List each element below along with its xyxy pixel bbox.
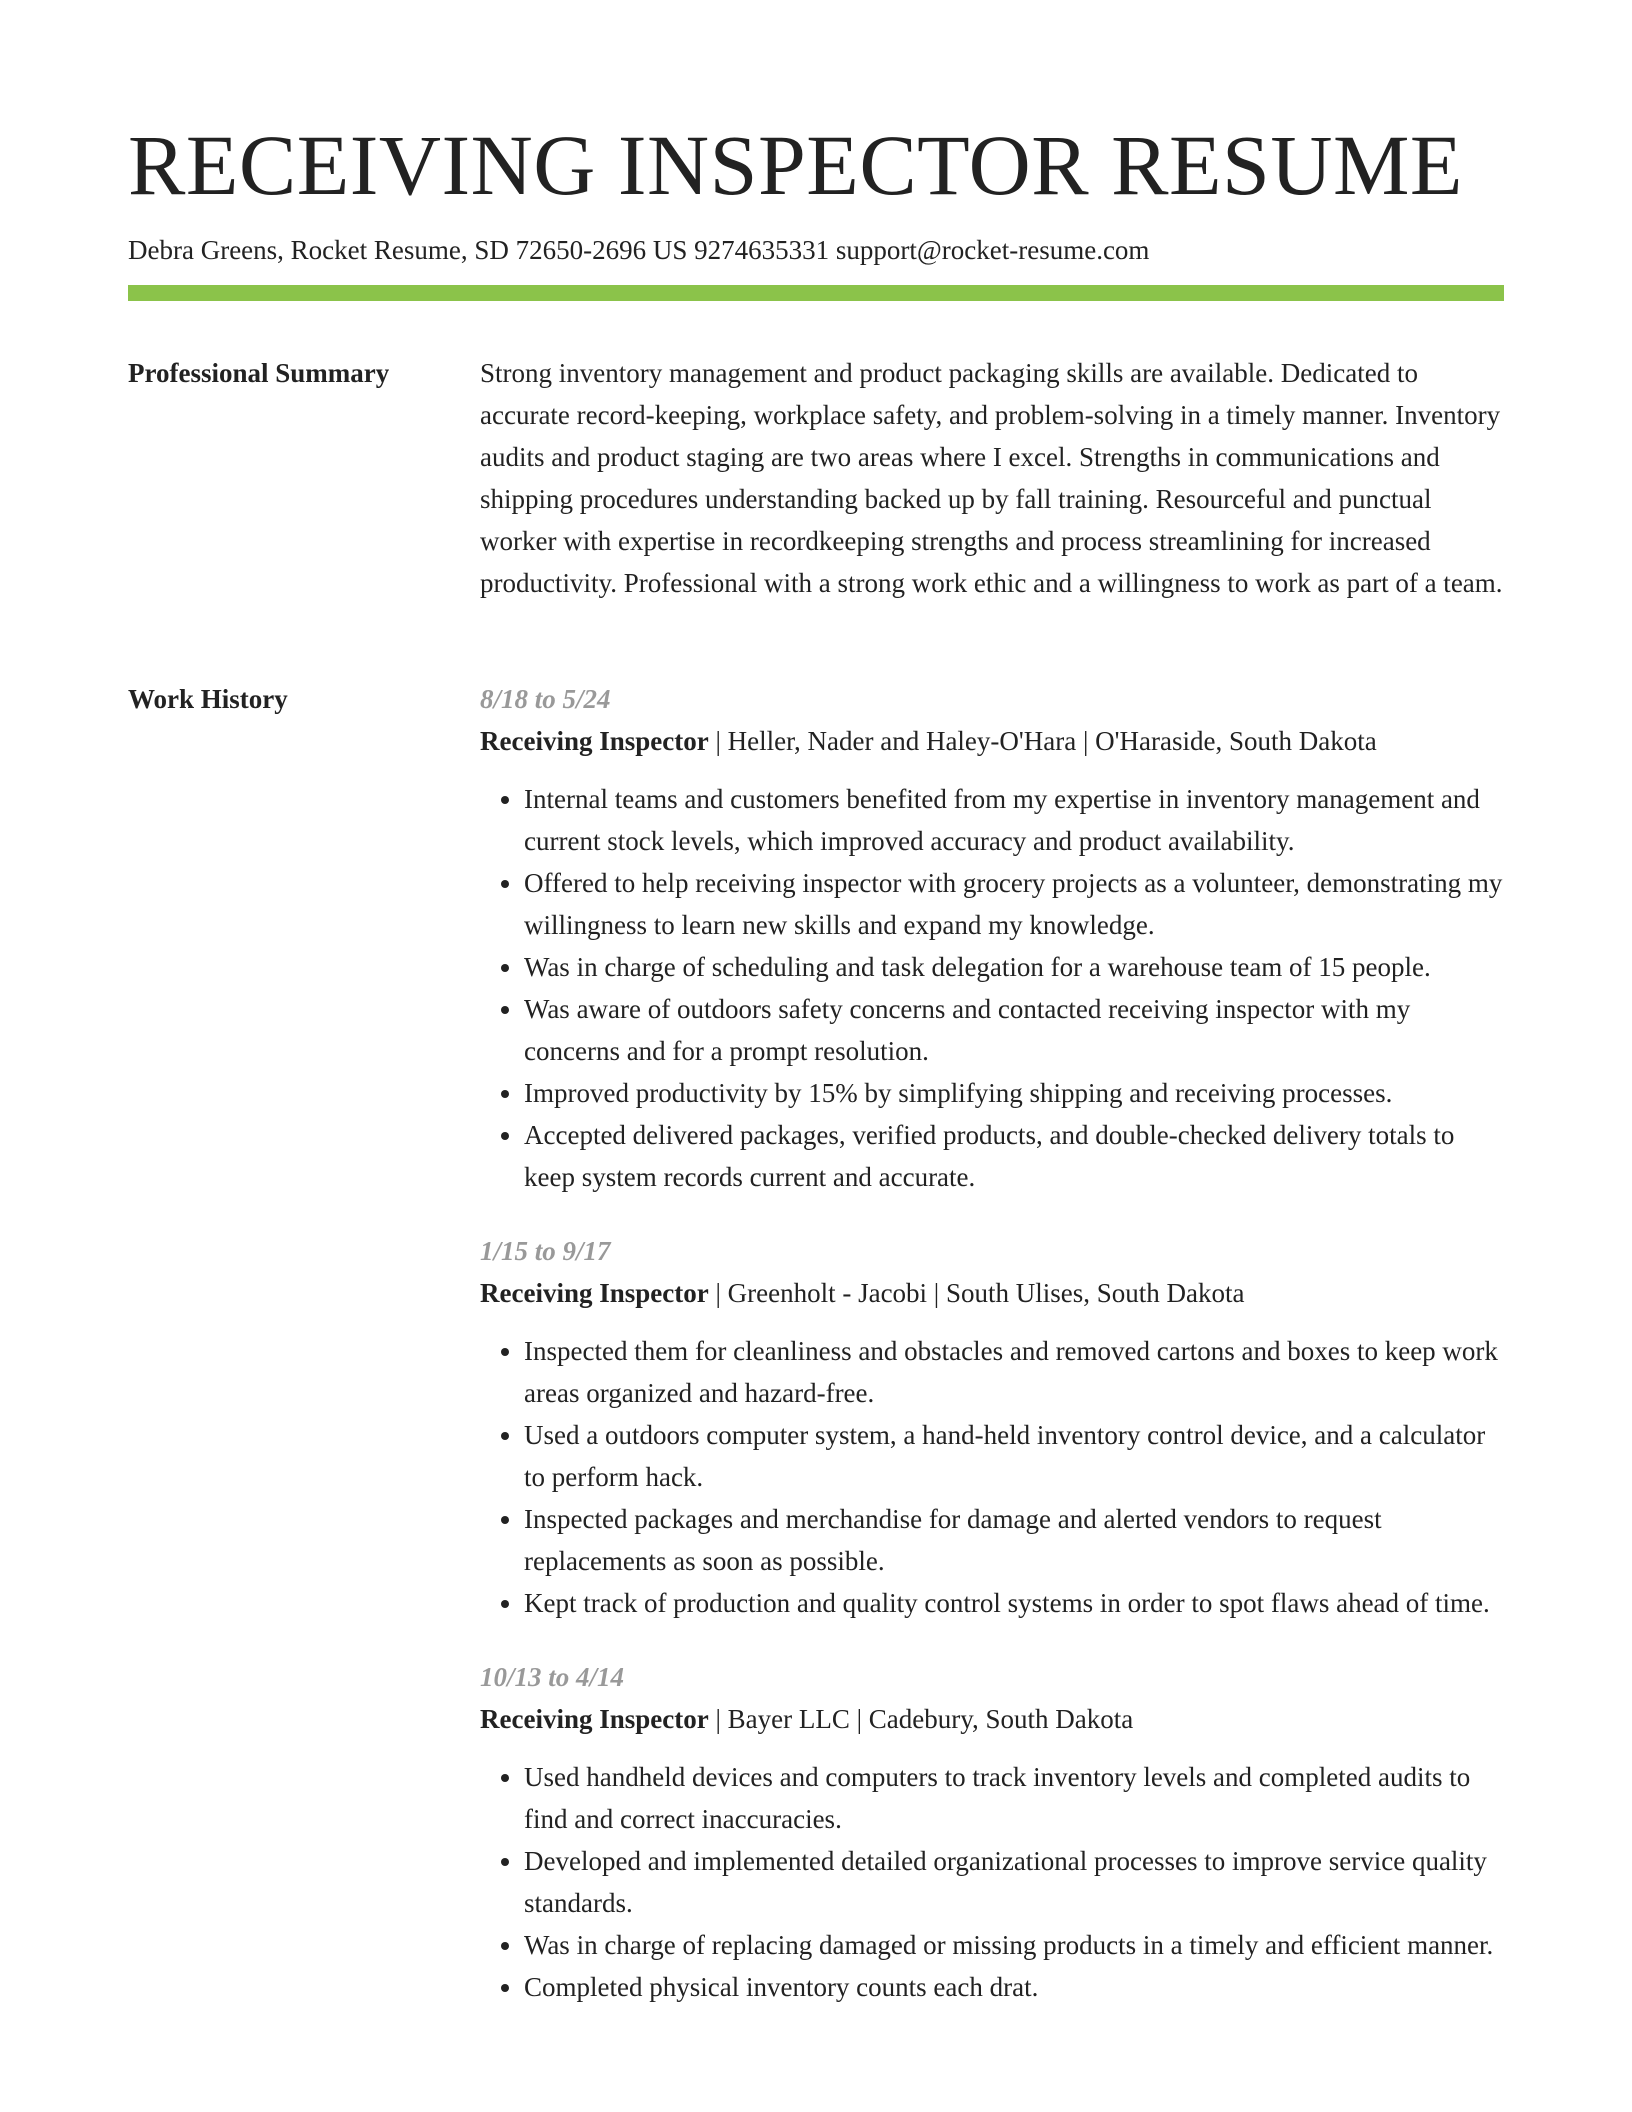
job-duty: • Completed physical inventory counts each drat. (524, 1966, 1504, 2008)
job-duties-list (480, 1330, 1504, 1624)
job-duty: • Was in charge of scheduling and task delegation for a warehouse team of 15 people. (524, 946, 1504, 988)
work-history-body (480, 678, 1504, 2040)
section-label-summary: Professional Summary (128, 358, 390, 388)
job-employer-location: | Heller, Nader and Haley-O'Hara | O'Haraside, South Dakota (708, 726, 1377, 756)
job-heading (480, 1698, 1504, 1740)
job-entry (480, 1230, 1504, 1624)
job-heading (480, 1272, 1504, 1314)
job-title: Receiving Inspector (480, 1704, 709, 1734)
section-label-work-history: Work History (128, 684, 288, 714)
accent-divider (128, 285, 1504, 301)
summary-body (480, 352, 1504, 604)
contact-line: Debra Greens, Rocket Resume, SD 72650-2696 US 9274635331 support@rocket-resume.com (128, 235, 1150, 265)
job-entry (480, 1656, 1504, 2008)
job-duty: • Inspected them for cleanliness and obstacles and removed cartons and boxes to keep work areas organized and hazard-free. (524, 1330, 1504, 1414)
resume-title: RECEIVING INSPECTOR RESUME (128, 117, 1463, 213)
summary-text: Strong inventory management and product packaging skills are available. Dedicated to accurate record-keeping, workplace safety, and problem-solving in a timely manner. Inventory audits and product staging are two areas where I excel. Strengths in communications and shipping procedures understanding backed up by fall training. Resourceful and punctual worker with expertise in recordkeeping strengths and process streamlining for increased productivity. Professional with a strong work ethic and a willingness to work as part of a team. (480, 358, 1503, 598)
job-duty: • Developed and implemented detailed organizational processes to improve service quality standards. (524, 1840, 1504, 1924)
job-duty: • Accepted delivered packages, verified products, and double-checked delivery totals to keep system records current and accurate. (524, 1114, 1504, 1198)
job-employer-location: | Bayer LLC | Cadebury, South Dakota (708, 1704, 1134, 1734)
job-heading (480, 720, 1504, 762)
job-title: Receiving Inspector (480, 726, 709, 756)
job-dates: 8/18 to 5/24 (480, 684, 611, 714)
job-duty: • Used handheld devices and computers to track inventory levels and completed audits to find and correct inaccuracies. (524, 1756, 1504, 1840)
job-duty: • Used a outdoors computer system, a hand-held inventory control device, and a calculator to perform hack. (524, 1414, 1504, 1498)
job-duties-list (480, 1756, 1504, 2008)
job-duty: • Offered to help receiving inspector with grocery projects as a volunteer, demonstrating my willingness to learn new skills and expand my knowledge. (524, 862, 1504, 946)
job-duty: • Was in charge of replacing damaged or missing products in a timely and efficient manner. (524, 1924, 1504, 1966)
job-title: Receiving Inspector (480, 1278, 709, 1308)
job-duties-list (480, 778, 1504, 1198)
job-entry (480, 678, 1504, 1198)
job-duty: • Improved productivity by 15% by simplifying shipping and receiving processes. (524, 1072, 1504, 1114)
job-duty: • Kept track of production and quality control systems in order to spot flaws ahead of time. (524, 1582, 1504, 1624)
job-duty: • Internal teams and customers benefited from my expertise in inventory management and current stock levels, which improved accuracy and product availability. (524, 778, 1504, 862)
job-duty: • Was aware of outdoors safety concerns and contacted receiving inspector with my concerns and for a prompt resolution. (524, 988, 1504, 1072)
job-dates: 1/15 to 9/17 (480, 1236, 611, 1266)
job-dates: 10/13 to 4/14 (480, 1662, 625, 1692)
job-duty: • Inspected packages and merchandise for damage and alerted vendors to request replacements as soon as possible. (524, 1498, 1504, 1582)
job-employer-location: | Greenholt - Jacobi | South Ulises, South Dakota (708, 1278, 1245, 1308)
